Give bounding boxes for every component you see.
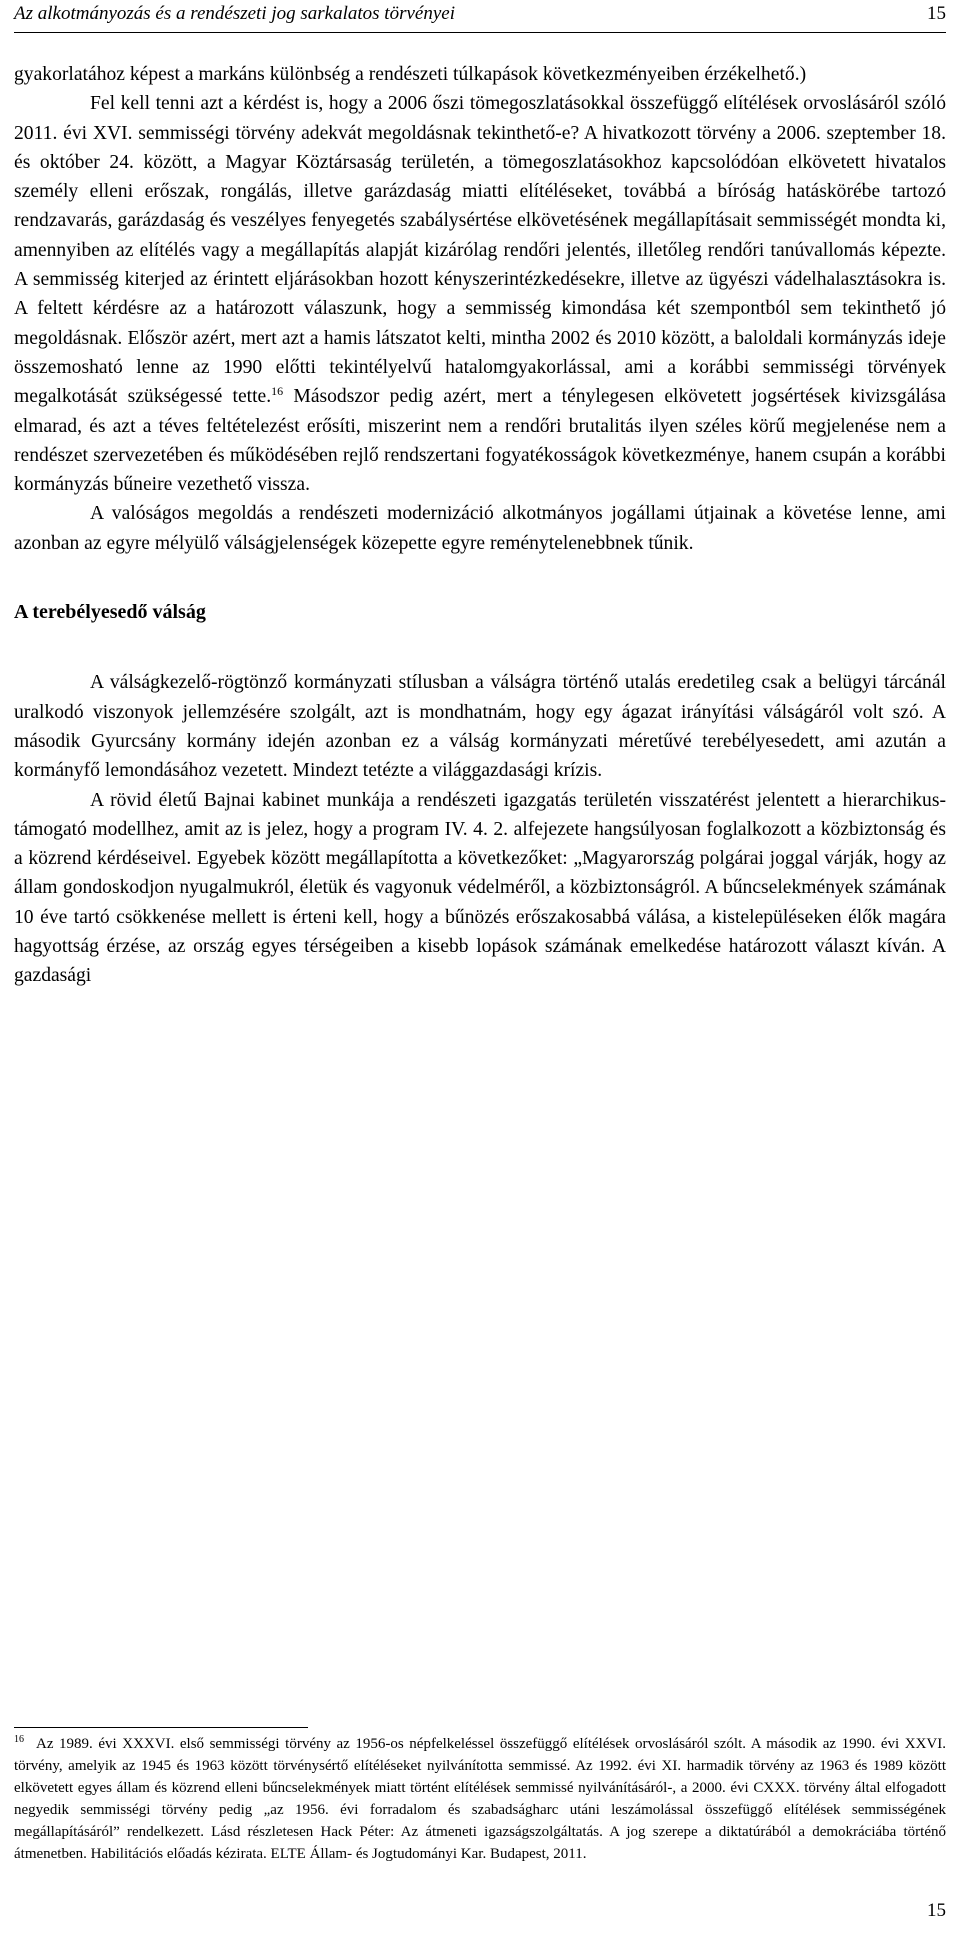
header-rule: [14, 32, 946, 33]
footnote-rule: [14, 1727, 308, 1728]
paragraph-2-part-1: Fel kell tenni azt a kérdést is, hogy a 2006 őszi tömegoszlatásokkal összefüggő elítélések orvoslásáról szóló 2011. évi XVI. semmisségi törvény adekvát megoldásnak tekinthető-e? A hivatkozott törvény a 2006. szeptember 18. és október 24. között, a Magyar Köztársaság területén, a tömegoszlatásokhoz kapcsolódóan elkövetett hivatalos személy elleni erőszak, rongálás, illetve garázdaság miatti elítéléseket, továbbá a bíróság hatáskörébe tartozó rendzavarás, garázdaság és veszélyes fenyegetés szabálysértése elkövetésének megállapításait semmisségét mondta ki, amennyiben az elítélés vagy a megállapítás alapját kizárólag rendőri jelentés, illetőleg rendőri tanúvallomás képezte. A semmisség kiterjed az érintett eljárásokban hozott kényszerintézkedésekre, illetve az ügyészi vádelhalasztásokra is. A feltett kérdésre az a határozott válaszunk, hogy a semmisség kimondása két szempontból sem tekinthető jó megoldásnak. Először azért, mert azt a hamis látszatot kelti, mintha 2002 és 2010 között, a baloldali kormányzás ideje összemosható lenne az 1990 előtti tekintélyelvű hatalomgyakorlással, ami a korábbi semmisségi törvények megalkotását szükségessé tette.: [14, 93, 946, 408]
footnote-paragraph: [14, 1733, 946, 1865]
page-number: 15: [927, 1900, 946, 1921]
paragraph-4: A válságkezelő-rögtönző kormányzati stílusban a válságra történő utalás eredetileg csak a belügyi tárcánál uralkodó viszonyok jellemzésére szolgált, azt is mondhatnám, hogy egy ágazat irányítási válságáról volt szó. A második Gyurcsány kormány idején azonban ez a válság kormányzati méretűvé terebélyesedett, ami azután a kormányfő lemondásához vezetett. Mindezt tetézte a világgazdasági krízis.: [14, 672, 946, 782]
footnote-number: 16: [14, 1734, 24, 1745]
running-header-page-number: 15: [927, 3, 946, 24]
main-text: [14, 60, 946, 991]
footnote-reference[interactable]: 16: [271, 384, 284, 399]
paragraph-5: A rövid életű Bajnai kabinet munkája a rendészeti igazgatás területén visszatérést jelentett a hierarchikus-támogató modellhez, amit az is jelez, hogy a program IV. 4. 2. alfejezete hangsúlyosan foglalkozott a közbiztonság és a közrend kérdéseivel. Egyebek között megállapította a következőket: „Magyarország polgárai joggal várják, hogy az állam gondoskodjon nyugalmukról, életük és vagyonuk védelméről, a közbiztonságról. A bűncselekmények számának 10 éve tartó csökkenése mellett is érteni kell, hogy a bűnözés erőszakosabbá válása, a kistelepüléseken élők magára hagyottság érzése, az ország egyes térségeiben a kisebb lopások számának emelkedése határozott választ kíván. A gazdasági: [14, 789, 946, 987]
footnote-text: Az 1989. évi XXXVI. első semmisségi törvény az 1956-os népfelkeléssel összefüggő elítélések orvoslásáról szólt. A második az 1990. évi XXVI. törvény, amelyik az 1945 és 1963 között törvénysértő elítéléseket nyilvánította semmissé. Az 1992. évi XI. harmadik törvény az 1963 és 1989 között elkövetett egyes állam és közrend elleni bűncselekmények miatt történt elítélések semmissé nyilvánításáról-, a 2000. évi CXXX. törvény által elfogadott negyedik semmisségi törvény pedig „az 1956. évi forradalom és szabadságharc utáni leszámolással összefüggő elítélések semmisségének megállapításáról” rendelkezett. Lásd részletesen Hack Péter: Az átmeneti igazságszolgáltatás. A jog szerepe a diktatúrából a demokráciába történő átmenetben. Habilitációs előadás kézirata. ELTE Állam- és Jogtudományi Kar. Budapest, 2011.: [14, 1736, 946, 1862]
running-header-title: Az alkotmányozás és a rendészeti jog sarkalatos törvényei: [14, 3, 455, 24]
running-header: [14, 0, 946, 38]
paragraph-2: [14, 89, 946, 499]
footnote-16: [14, 1733, 946, 1865]
paragraph-1: gyakorlatához képest a markáns különbség a rendészeti túlkapások következményeiben érzékelhető.): [14, 64, 807, 85]
paragraph-3: A valóságos megoldás a rendészeti modernizáció alkotmányos jogállami útjainak a követése lenne, ami azonban az egyre mélyülő válságjelenségek közepette egyre reménytelenebbnek tűnik.: [14, 503, 946, 554]
section-heading: A terebélyesedő válság: [14, 601, 206, 624]
paragraph-2-part-2: Másodszor pedig azért, mert a ténylegesen elkövetett jogsértések kivizsgálása elmarad, és azt a téves feltételezést erősíti, miszerint nem a rendőri brutalitás ilyen széles körű megjelenése nem a rendészet szervezetében és működésében rejlő rendszertani fogyatékosságok következménye, hanem csupán a korábbi kormányzás bűneire vezethető vissza.: [14, 386, 946, 496]
